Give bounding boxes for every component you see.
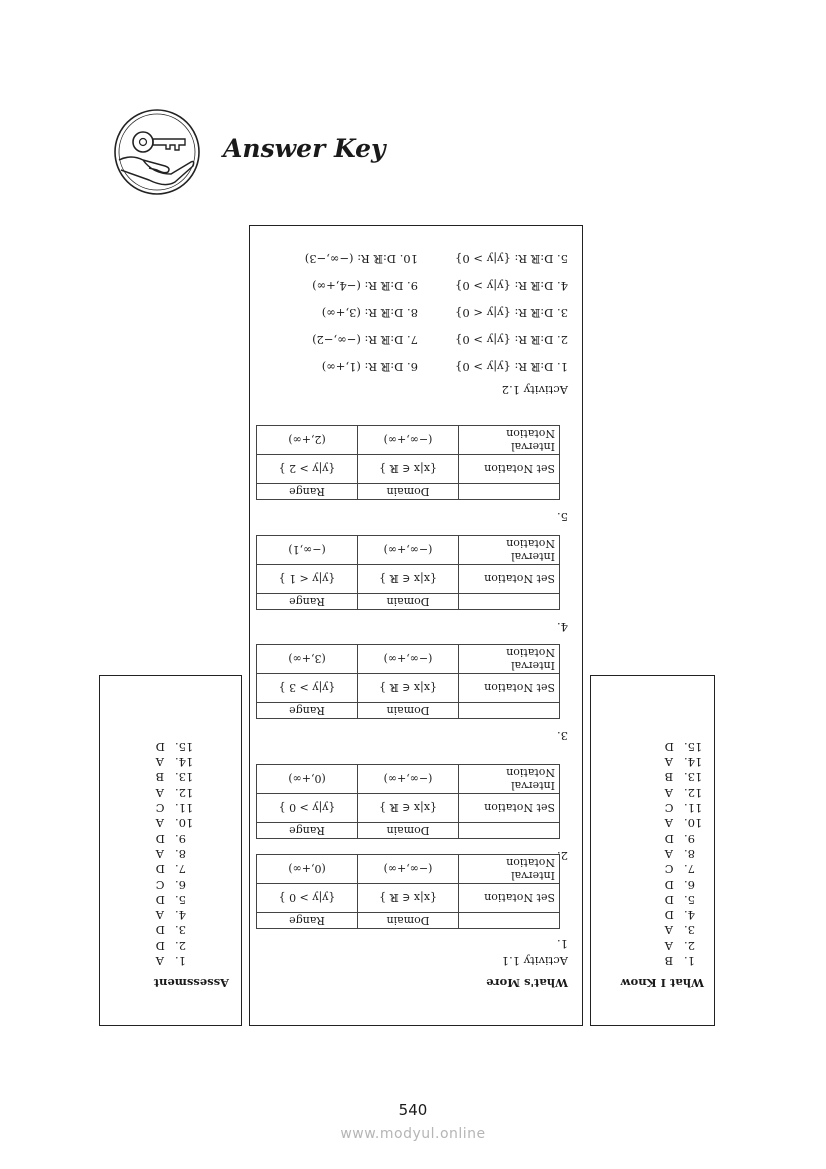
- answer-letter: D: [155, 938, 165, 953]
- table-cell: {x|x ∈ ℝ }: [358, 674, 459, 703]
- table-cell: (0,+∞): [257, 765, 358, 794]
- table-number: 4.: [557, 620, 568, 634]
- answer-item: [156, 830, 199, 845]
- answer-number: 13.: [684, 770, 703, 785]
- table-cell: {y|y > 3 }: [257, 674, 358, 703]
- table-row: [257, 703, 560, 719]
- table-cell: Set Notation: [459, 794, 560, 823]
- assessment-heading: Assessment: [153, 976, 229, 990]
- answer-number: 2.: [684, 938, 695, 953]
- assessment-panel: [99, 675, 242, 1026]
- answer-number: 14.: [684, 755, 703, 770]
- table-row: [257, 594, 560, 610]
- answer-number: 3.: [684, 923, 695, 938]
- answer-letter: B: [664, 954, 674, 968]
- answer-number: 8.: [684, 846, 695, 861]
- answer-item: [665, 739, 708, 754]
- domain-range-table: [256, 425, 560, 500]
- answer-number: 6.: [684, 877, 695, 892]
- answer-number: 2.: [175, 938, 186, 953]
- table-row: [257, 455, 560, 484]
- answer-item: [156, 815, 199, 830]
- answer-number: 15.: [684, 739, 703, 754]
- answer-item: [665, 892, 708, 907]
- answer-item: [156, 784, 199, 799]
- whats-more-heading: What's More: [486, 976, 568, 990]
- table-cell: Domain: [358, 703, 459, 719]
- answer-number: 5.: [175, 892, 186, 907]
- table-row: [257, 674, 560, 703]
- activity-1-2-answer: 1. D:ℝ R: {y|y > 0}: [455, 360, 568, 375]
- table-cell: Range: [257, 913, 358, 929]
- table-cell: {x|x ∈ ℝ }: [358, 565, 459, 594]
- table-cell: Domain: [358, 594, 459, 610]
- key-in-hand-icon: [113, 108, 201, 196]
- answer-letter: C: [155, 801, 165, 816]
- table-cell: {x|x ∈ ℝ }: [358, 794, 459, 823]
- answer-item: [665, 846, 708, 861]
- answer-number: 11.: [684, 801, 703, 816]
- answer-number: 10.: [175, 816, 194, 831]
- answer-number: 14.: [175, 755, 194, 770]
- answer-item: [156, 922, 199, 937]
- activity-1-2-answer: 2. D:ℝ R: {y|y > 0}: [455, 333, 568, 348]
- answer-item: [665, 830, 708, 845]
- table-cell: {y|y < 1 }: [257, 565, 358, 594]
- table-cell: (−∞,+∞): [358, 426, 459, 455]
- activity-1-2-row: [268, 273, 568, 300]
- activity-1-2-answer: 5. D:ℝ R: {y|y > 0}: [455, 252, 568, 267]
- activity-1-2-answer: 7. D:ℝ R: (−∞,−2): [312, 333, 418, 348]
- table-cell: [459, 703, 560, 719]
- answer-number: 9.: [684, 831, 695, 846]
- answer-letter: D: [155, 862, 165, 877]
- table-row: [257, 855, 560, 884]
- answer-number: 4.: [175, 908, 186, 923]
- table-cell: (−∞,+∞): [358, 536, 459, 565]
- answer-number: 7.: [684, 862, 695, 877]
- answer-item: [665, 937, 708, 952]
- activity-1-2-answers: [268, 246, 568, 381]
- table-cell: (0,+∞): [257, 855, 358, 884]
- activity-1-2-row: [268, 246, 568, 273]
- table-cell: (−∞,+∞): [358, 645, 459, 674]
- answer-number: 9.: [175, 831, 186, 846]
- activity-1-1-label: Activity 1.1: [501, 954, 568, 968]
- table-cell: Interval Notation: [459, 765, 560, 794]
- answer-item: [156, 754, 199, 769]
- assessment-answers: [156, 739, 199, 968]
- table-row: [257, 884, 560, 913]
- answer-item: [665, 876, 708, 891]
- table-cell: [459, 913, 560, 929]
- activity-1-2-row: [268, 327, 568, 354]
- answer-number: 1.: [175, 954, 186, 968]
- answer-letter: D: [664, 892, 674, 907]
- answer-item: [156, 861, 199, 876]
- answer-letter: C: [664, 801, 674, 816]
- answer-item: [665, 754, 708, 769]
- answer-letter: A: [155, 785, 164, 800]
- activity-1-2-answer: 8. D:ℝ R: (3,+∞): [321, 306, 418, 321]
- answer-letter: A: [664, 846, 673, 861]
- whats-more-panel: [249, 225, 583, 1026]
- activity-1-2-row: [268, 300, 568, 327]
- table-cell: {x|x ∈ ℝ }: [358, 884, 459, 913]
- page-title: Answer Key: [223, 134, 386, 163]
- answer-number: 10.: [684, 816, 703, 831]
- answer-item: [156, 846, 199, 861]
- domain-range-table: [256, 764, 560, 839]
- table-cell: Range: [257, 823, 358, 839]
- table-cell: Interval Notation: [459, 426, 560, 455]
- answer-number: 5.: [684, 892, 695, 907]
- table-cell: Set Notation: [459, 884, 560, 913]
- table-cell: Range: [257, 484, 358, 500]
- answer-letter: D: [155, 831, 165, 846]
- answer-number: 15.: [175, 739, 194, 754]
- answer-item: [665, 922, 708, 937]
- answer-item: [156, 800, 199, 815]
- answer-item: [156, 769, 199, 784]
- table-cell: Interval Notation: [459, 536, 560, 565]
- answer-letter: D: [155, 892, 165, 907]
- table-number: 1.: [557, 937, 568, 951]
- activity-1-2-row: [268, 354, 568, 381]
- answer-item: [665, 953, 708, 968]
- answer-item: [156, 739, 199, 754]
- domain-range-table: [256, 854, 560, 929]
- answer-letter: A: [155, 846, 164, 861]
- table-cell: {y|y > 0 }: [257, 794, 358, 823]
- answer-number: 3.: [175, 923, 186, 938]
- table-cell: (2,+∞): [257, 426, 358, 455]
- table-cell: Set Notation: [459, 565, 560, 594]
- activity-1-2-answer: 4. D:ℝ R: {y|y > 0}: [455, 279, 568, 294]
- table-cell: [459, 823, 560, 839]
- answer-number: 8.: [175, 846, 186, 861]
- table-cell: Set Notation: [459, 455, 560, 484]
- answer-letter: A: [664, 785, 673, 800]
- website-watermark: www.modyul.online: [340, 1126, 486, 1142]
- page-number: 540: [398, 1101, 428, 1119]
- answer-letter: A: [664, 923, 673, 938]
- answer-number: 12.: [175, 785, 194, 800]
- answer-letter: A: [155, 954, 164, 968]
- answer-number: 1.: [684, 954, 695, 968]
- answer-item: [665, 861, 708, 876]
- table-row: [257, 426, 560, 455]
- table-cell: Domain: [358, 484, 459, 500]
- answer-item: [665, 800, 708, 815]
- table-row: [257, 823, 560, 839]
- answer-item: [156, 953, 199, 968]
- table-number: 5.: [557, 510, 568, 524]
- table-cell: [459, 594, 560, 610]
- answer-number: 11.: [175, 801, 194, 816]
- answer-letter: C: [155, 877, 165, 892]
- answer-letter: B: [155, 770, 165, 785]
- table-cell: (−∞,1): [257, 536, 358, 565]
- answer-letter: A: [155, 908, 164, 923]
- answer-item: [665, 907, 708, 922]
- table-cell: (−∞,+∞): [358, 855, 459, 884]
- table-cell: Domain: [358, 913, 459, 929]
- answer-letter: C: [664, 862, 674, 877]
- activity-1-2-answer: 6. D:ℝ R: (1,+∞): [321, 360, 418, 375]
- answer-letter: A: [155, 816, 164, 831]
- table-row: [257, 794, 560, 823]
- answer-item: [665, 784, 708, 799]
- what-i-know-heading: What I Know: [620, 976, 704, 990]
- domain-range-table: [256, 644, 560, 719]
- answer-number: 12.: [684, 785, 703, 800]
- answer-letter: A: [664, 755, 673, 770]
- answer-letter: D: [664, 877, 674, 892]
- activity-1-2-label: Activity 1.2: [501, 383, 568, 397]
- activity-1-2-answer: 10. D:ℝ R: (−∞,−3): [304, 252, 418, 267]
- answer-letter: D: [155, 923, 165, 938]
- domain-range-table: [256, 535, 560, 610]
- what-i-know-panel: [590, 675, 715, 1026]
- table-row: [257, 484, 560, 500]
- answer-letter: A: [155, 755, 164, 770]
- table-row: [257, 645, 560, 674]
- table-row: [257, 536, 560, 565]
- answer-letter: D: [664, 908, 674, 923]
- activity-1-2-answer: 9. D:ℝ R: (−4,+∞): [312, 279, 418, 294]
- answer-item: [665, 769, 708, 784]
- answer-letter: D: [664, 831, 674, 846]
- answer-item: [665, 815, 708, 830]
- table-row: [257, 913, 560, 929]
- table-cell: (−∞,+∞): [358, 765, 459, 794]
- answer-letter: D: [664, 739, 674, 754]
- table-cell: Interval Notation: [459, 855, 560, 884]
- answer-letter: A: [664, 816, 673, 831]
- table-cell: Set Notation: [459, 674, 560, 703]
- answer-number: 13.: [175, 770, 194, 785]
- table-cell: {y|y > 2 }: [257, 455, 358, 484]
- activity-1-2-answer: 3. D:ℝ R: {y|y < 0}: [455, 306, 568, 321]
- table-row: [257, 565, 560, 594]
- answer-item: [156, 937, 199, 952]
- answer-number: 4.: [684, 908, 695, 923]
- answer-number: 6.: [175, 877, 186, 892]
- answer-item: [156, 876, 199, 891]
- table-cell: {y|y > 0 }: [257, 884, 358, 913]
- table-number: 3.: [557, 729, 568, 743]
- table-cell: (3,+∞): [257, 645, 358, 674]
- answer-item: [156, 907, 199, 922]
- table-cell: Range: [257, 594, 358, 610]
- table-cell: Domain: [358, 823, 459, 839]
- table-cell: Interval Notation: [459, 645, 560, 674]
- answer-item: [156, 892, 199, 907]
- table-cell: {x|x ∈ ℝ }: [358, 455, 459, 484]
- table-row: [257, 765, 560, 794]
- answer-number: 7.: [175, 862, 186, 877]
- answer-letter: D: [155, 739, 165, 754]
- answer-letter: A: [664, 938, 673, 953]
- table-cell: Range: [257, 703, 358, 719]
- table-number: 2.: [557, 849, 568, 863]
- answer-letter: B: [664, 770, 674, 785]
- table-cell: [459, 484, 560, 500]
- what-i-know-answers: [665, 739, 708, 968]
